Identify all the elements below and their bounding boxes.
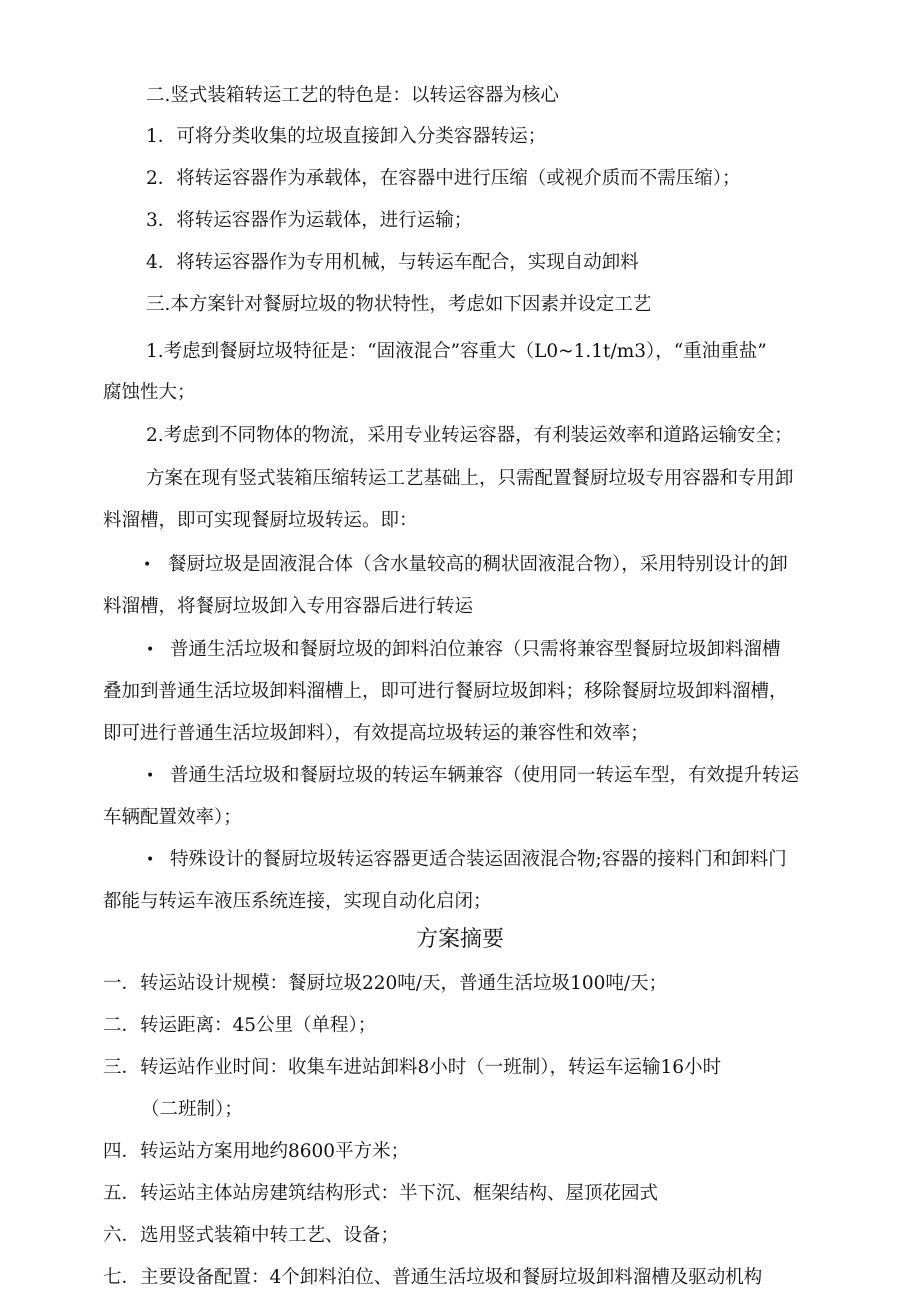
summary-item-2: 二．转运距离：45公里（单程）； <box>103 1015 377 1036</box>
summary-item-6: 六．选用竖式装箱中转工艺、设备； <box>103 1225 400 1246</box>
summary-item-7: 七．主要设备配置：4个卸料泊位、普通生活垃圾和餐厨垃圾卸料溜槽及驱动机构 <box>103 1267 763 1288</box>
section-2-item-2: 2．将转运容器作为承载体，在容器中进行压缩（或视介质而不需压缩）； <box>146 168 741 189</box>
summary-item-3-line-2: （二班制）； <box>141 1099 243 1120</box>
bullet-2-line-3: 即可进行普通生活垃圾卸料），有效提高垃圾转运的兼容性和效率； <box>103 723 649 744</box>
section-2-item-4: 4．将转运容器作为专用机械，与转运车配合，实现自动卸料 <box>146 252 639 273</box>
bullet-2-symbol: • <box>146 642 155 658</box>
summary-item-1: 一．转运站设计规模：餐厨垃圾220吨/天，普通生活垃圾100吨/天； <box>103 973 668 994</box>
section-2-item-1: 1．可将分类收集的垃圾直接卸入分类容器转运； <box>146 126 547 147</box>
summary-item-5: 五．转运站主体站房建筑结构形式：半下沉、框架结构、屋顶花园式 <box>103 1183 659 1204</box>
bullet-2-line-1: 普通生活垃圾和餐厨垃圾的卸料泊位兼容（只需将兼容型餐厨垃圾卸料溜槽 <box>170 639 781 660</box>
bullet-4-line-1: 特殊设计的餐厨垃圾转运容器更适合装运固液混合物;容器的接料门和卸料门 <box>170 849 787 870</box>
bullet-1-line-1: 餐厨垃圾是固液混合体（含水量较高的稠状固液混合物），采用特别设计的卸 <box>168 554 788 575</box>
section-3-point-2: 2.考虑到不同物体的物流，采用专业转运容器，有利装运效率和道路运输安全； <box>146 425 793 446</box>
section-2-title: 二.竖式装箱转运工艺的特色是：以转运容器为核心 <box>146 85 559 106</box>
bullet-4-symbol: • <box>146 852 155 868</box>
bullet-3-line-1: 普通生活垃圾和餐厨垃圾的转运车辆兼容（使用同一转运车型，有效提升转运 <box>170 765 800 786</box>
bullet-4-line-2: 都能与转运车液压系统连接，实现自动化启闭； <box>103 891 492 912</box>
summary-heading: 方案摘要 <box>415 927 504 952</box>
section-2-item-3: 3．将转运容器作为运载体，进行运输； <box>146 210 473 231</box>
bullet-1-symbol: • <box>143 557 152 573</box>
bullet-1-line-2: 料溜槽，将餐厨垃圾卸入专用容器后进行转运 <box>103 596 474 617</box>
bullet-3-symbol: • <box>146 768 155 784</box>
section-3-title: 三.本方案针对餐厨垃圾的物状特性，考虑如下因素并设定工艺 <box>146 294 652 315</box>
section-3-summary-line-2: 料溜槽，即可实现餐厨垃圾转运。即： <box>103 510 418 531</box>
summary-item-3-line-1: 三．转运站作业时间：收集车进站卸料8小时（一班制），转运车运输16小时 <box>103 1057 722 1078</box>
bullet-2-line-2: 叠加到普通生活垃圾卸料溜槽上，即可进行餐厨垃圾卸料；移除餐厨垃圾卸料溜槽， <box>103 681 788 702</box>
summary-item-4: 四．转运站方案用地约8600平方米； <box>103 1141 410 1162</box>
section-3-point-1-line-2: 腐蚀性大； <box>103 382 196 403</box>
section-3-point-1-line-1: 1.考虑到餐厨垃圾特征是：“固液混合”容重大（L0~1.1t/m3），“重油重盐” <box>146 341 767 362</box>
section-3-summary-line-1: 方案在现有竖式装箱压缩转运工艺基础上，只需配置餐厨垃圾专用容器和专用卸 <box>146 468 794 489</box>
bullet-3-line-2: 车辆配置效率）； <box>103 807 242 828</box>
